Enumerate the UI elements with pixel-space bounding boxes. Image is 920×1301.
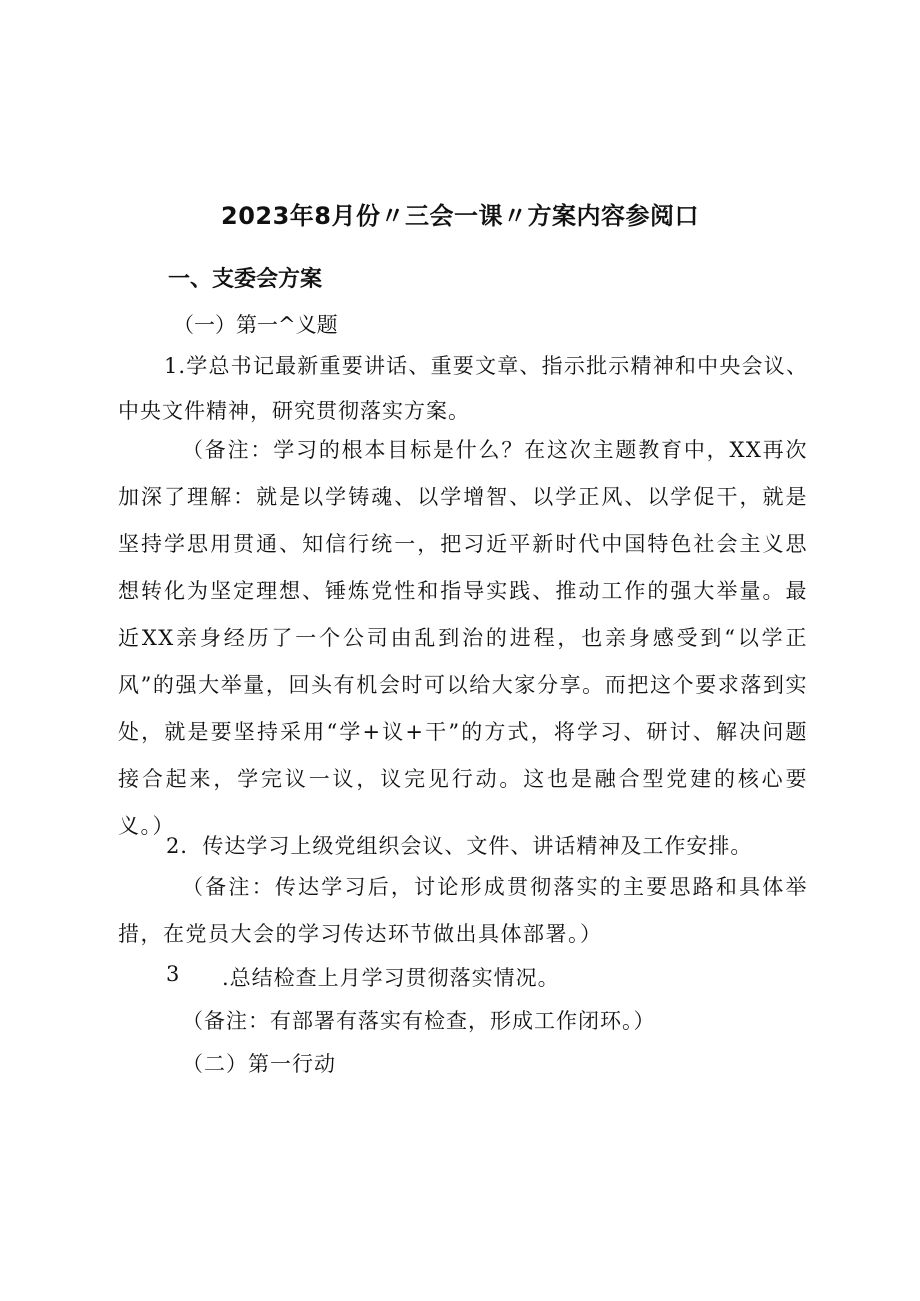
document-title: 2023年8月份〃三会一课〃方案内容参阅口 <box>221 202 699 230</box>
item-3-number: 3 <box>166 962 181 986</box>
section-heading-branch-committee: 一、支委会方案 <box>168 267 323 292</box>
item-1-paragraph: 1.学总书记最新重要讲话、重要文章、指示批示精神和中央会议、中央文件精神，研究贯彻落实方案。 <box>118 354 808 423</box>
note-2-paragraph: （备注：传达学习后，讨论形成贯彻落实的主要思路和具体举措，在党员大会的学习传达环节做出具体部署。） <box>118 875 808 946</box>
note-3-paragraph: （备注：有部署有落实有检查，形成工作闭环。） <box>182 1009 656 1033</box>
subsection-heading-2: （二）第一行动 <box>182 1052 336 1076</box>
subsection-heading-1: （一）第一^义题 <box>173 313 338 337</box>
item-3-text: .总结检查上月学习贯彻落实情况。 <box>222 966 560 990</box>
item-2-paragraph: 2．传达学习上级党组织会议、文件、讲话精神及工作安排。 <box>166 834 753 858</box>
note-1-paragraph: （备注：学习的根本目标是什么？在这次主题教育中，XX再次加深了理解：就是以学铸魂、以学增智、以学正风、以学促干，就是坚持学思用贯通、知信行统一，把习近平新时代中国特色社会主义思想转化为坚定理想、锤炼党性和指导实践、推动工作的强大举量。最近XX亲身经历了一个公司由乱到治的进程，也亲身感受到“以学正风”的强大举量，回头有机会时可以给大家分享。而把这个要求落到实处，就是要坚持采用“学+议+干”的方式，将学习、研讨、解决问题接合起来，学完议一议，议完见行动。这也是融合型党建的核心要义。） <box>118 438 808 838</box>
